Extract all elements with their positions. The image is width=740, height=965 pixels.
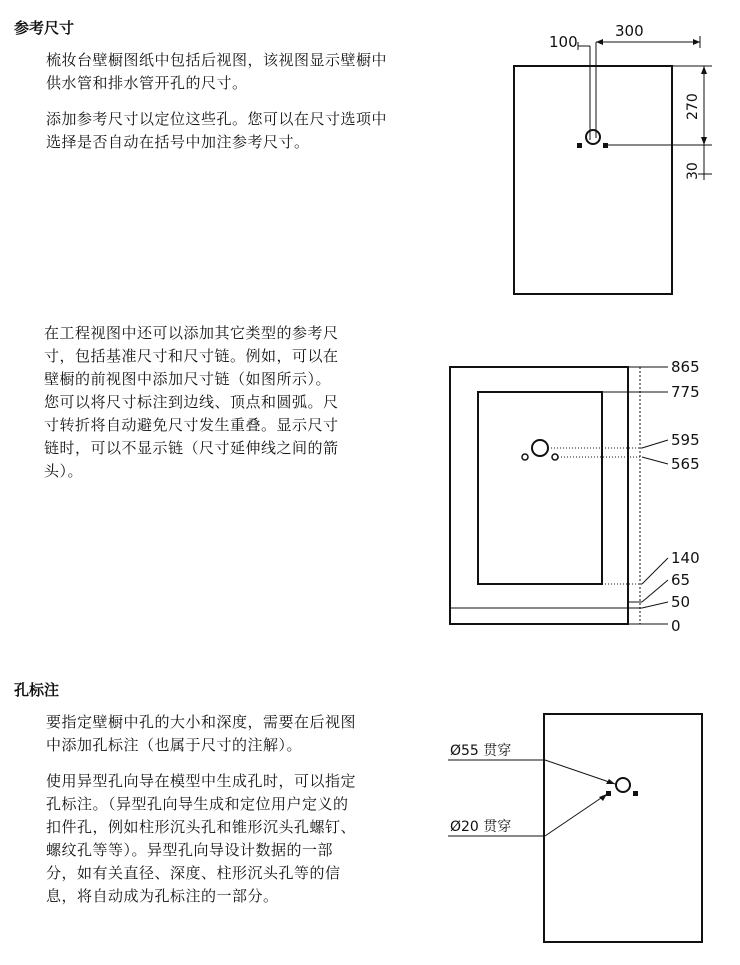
dim-30: 30 [685,162,701,180]
text-line: 孔标注。（异型孔向导生成和定位用户定义的 [46,795,349,813]
dim-300: 300 [615,22,644,40]
text-line: 在工程视图中还可以添加其它类型的参考尺 [44,324,339,342]
dim-270: 270 [685,93,701,120]
chain-label-595: 595 [671,431,700,449]
text-line: 添加参考尺寸以定位这些孔。您可以在尺寸选项中 [46,110,388,128]
text-line: 您可以将尺寸标注到边线、顶点和圆弧。尺 [44,393,339,411]
text-line: 供水管和排水管开孔的尺寸。 [46,74,248,92]
text-line: 息，将自动成为孔标注的一部分。 [46,887,279,905]
text-line: 选择是否自动在括号中加注参考尺寸。 [46,133,310,151]
callout-diameter-20: Ø20 贯穿 [450,819,512,835]
text-line: 扣件孔，例如柱形沉头孔和锥形沉头孔螺钉、 [46,818,357,836]
dim-100: 100 [549,33,578,51]
text-line: 寸，包括基准尺寸和尺寸链。例如，可以在 [44,347,339,365]
text-line: 头）。 [44,462,84,480]
text-line: 梳妆台壁橱图纸中包括后视图，该视图显示壁橱中 [46,51,388,69]
section-heading-hole-callout: 孔标注 [14,681,60,699]
chain-label-50: 50 [671,593,691,611]
text-line: 中添加孔标注（也属于尺寸的注解）。 [46,736,303,754]
chain-label-775: 775 [671,383,700,401]
chain-label-0: 0 [671,617,681,635]
callout-diameter-55: Ø55 贯穿 [450,743,512,759]
chain-label-140: 140 [671,549,700,567]
callout-large-hole [616,778,630,792]
chain-label-865: 865 [671,358,700,376]
section-heading-reference-dimensions: 参考尺寸 [14,19,75,37]
text-line: 分，如有关直径、深度、柱形沉头孔等的信 [46,864,341,882]
callout-small-hole-right [633,791,638,796]
text-line: 寸转折将自动避免尺寸发生重叠。显示尺寸 [44,416,339,434]
chain-label-565: 565 [671,455,700,473]
text-line: 要指定壁橱中孔的大小和深度，需要在后视图 [46,713,357,731]
text-line: 使用异型孔向导在模型中生成孔时，可以指定 [46,772,357,790]
callout-small-hole-left [606,791,611,796]
hole-panel-outline [544,714,702,942]
text-line: 壁橱的前视图中添加尺寸链（如图所示）。 [44,370,332,388]
chain-label-65: 65 [671,571,691,589]
text-line: 螺纹孔等等）。异型孔向导设计数据的一部 [46,841,334,859]
text-line: 链时，可以不显示链（尺寸延伸线之间的箭 [44,439,339,457]
